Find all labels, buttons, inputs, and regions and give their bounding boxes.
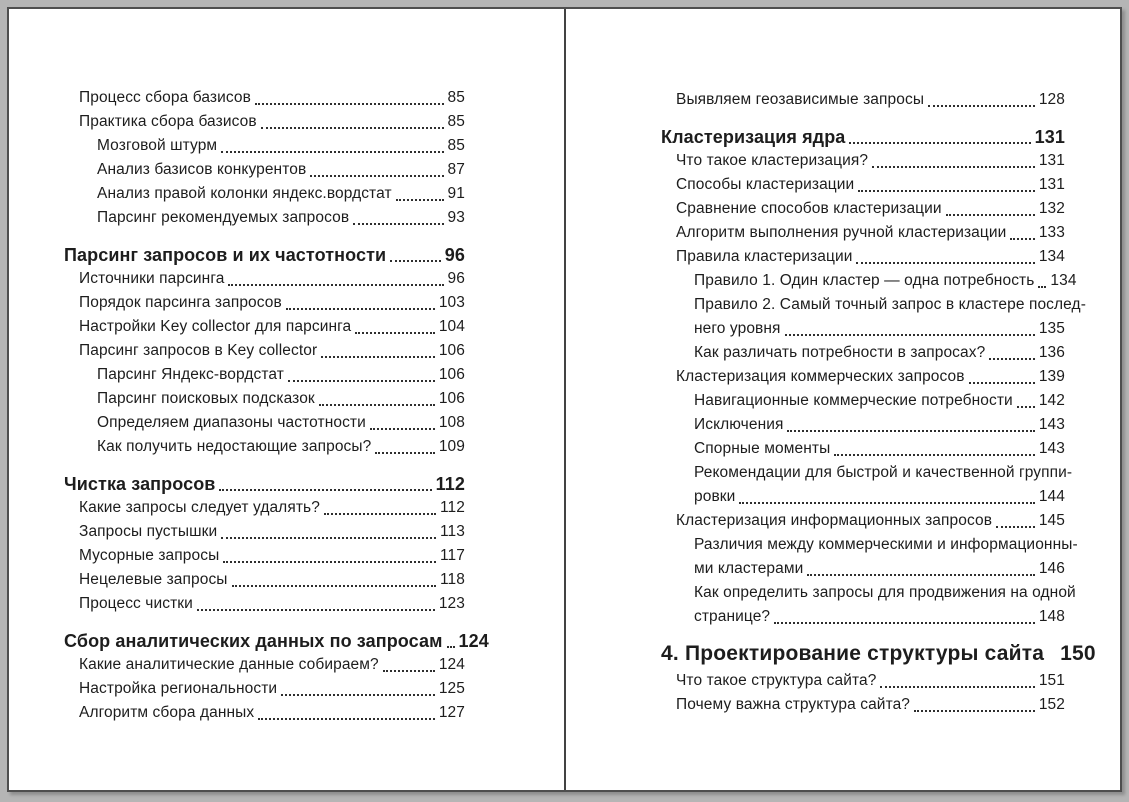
toc-entry-page-number: 103 (438, 294, 465, 311)
toc-chapter-heading (661, 639, 1096, 669)
toc-entry-title: Парсинг рекомендуемых запросов (97, 209, 350, 226)
toc-entry (661, 509, 1065, 533)
toc-entry-title: Алгоритм выполнения ручной кластеризации (676, 224, 1007, 241)
toc-column-left (64, 86, 489, 725)
toc-entry-page-number: 108 (438, 414, 465, 431)
toc-entry-title: Правила кластеризации (676, 248, 853, 265)
toc-entry (64, 387, 465, 411)
toc-entry (661, 581, 1076, 605)
toc-entry-title: Запросы пустышки (79, 523, 218, 540)
dot-leader (228, 267, 443, 291)
dot-leader (946, 197, 1035, 221)
toc-entry (661, 365, 1065, 389)
toc-entry-title: Чистка запросов (64, 474, 216, 494)
toc-entry-page-number: 127 (438, 704, 465, 721)
toc-entry-page-number: 143 (1038, 416, 1065, 433)
toc-entry-page-number: 87 (447, 161, 465, 178)
dot-leader (375, 435, 434, 459)
toc-entry-page-number: 96 (444, 245, 465, 265)
toc-entry (661, 437, 1065, 461)
toc-entry-title: Сравнение способов кластеризации (676, 200, 942, 217)
toc-entry (64, 363, 465, 387)
toc-entry-page-number: 106 (438, 342, 465, 359)
toc-entry (64, 134, 465, 158)
toc-entry-title: Исключения (694, 416, 784, 433)
toc-entry-title: Практика сбора базисов (79, 113, 257, 130)
toc-entry-title: Какие аналитические данные собираем? (79, 656, 379, 673)
toc-entry (661, 389, 1065, 413)
toc-entry-title: Настройка региональности (79, 680, 278, 697)
toc-entry-title: Правило 2. Самый точный запрос в кластере послед- (694, 296, 1086, 313)
toc-entry-page-number: 134 (1038, 248, 1065, 265)
toc-entry (661, 341, 1065, 365)
toc-entry (64, 243, 465, 267)
toc-entry-page-number: 125 (438, 680, 465, 697)
toc-entry-title: Различия между коммерческими и информационны- (694, 536, 1078, 553)
toc-entry (64, 339, 465, 363)
dot-leader (834, 437, 1035, 461)
toc-entry (64, 544, 465, 568)
toc-entry-page-number: 142 (1038, 392, 1065, 409)
dot-leader (221, 134, 443, 158)
toc-entry (64, 472, 465, 496)
dot-leader (774, 605, 1035, 629)
toc-entry (661, 88, 1065, 112)
dot-leader (1017, 389, 1035, 413)
toc-entry (64, 677, 465, 701)
toc-entry (64, 653, 465, 677)
toc-entry-page-number: 143 (1038, 440, 1065, 457)
toc-entry (661, 293, 1086, 317)
toc-entry-title: Анализ правой колонки яндекс.вордстат (97, 185, 392, 202)
toc-entry (661, 317, 1065, 341)
toc-entry (661, 533, 1078, 557)
toc-entry-title: Нецелевые запросы (79, 571, 228, 588)
dot-leader (872, 149, 1035, 173)
toc-entry-title: ровки (694, 488, 736, 505)
dot-leader (221, 520, 436, 544)
toc-entry-title: Кластеризация коммерческих запросов (676, 368, 965, 385)
toc-entry (64, 435, 465, 459)
toc-entry-page-number: 93 (447, 209, 465, 226)
dot-leader (258, 701, 435, 725)
toc-entry-page-number: 139 (1038, 368, 1065, 385)
toc-entry-page-number: 123 (438, 595, 465, 612)
toc-entry-title: Парсинг запросов и их частотности (64, 245, 387, 265)
toc-entry (661, 605, 1065, 629)
dot-leader (396, 182, 444, 206)
toc-entry-page-number: 85 (447, 137, 465, 154)
toc-entry-page-number: 124 (458, 631, 489, 651)
dot-leader (286, 291, 435, 315)
dot-leader (989, 341, 1035, 365)
toc-entry-page-number: 85 (447, 113, 465, 130)
toc-entry-title: Почему важна структура сайта? (676, 696, 911, 713)
toc-entry (64, 158, 465, 182)
toc-entry-page-number: 118 (439, 571, 465, 588)
toc-entry-title: Кластеризация ядра (661, 127, 846, 147)
toc-entry-title: Источники парсинга (79, 270, 225, 287)
dot-leader (996, 509, 1035, 533)
toc-entry-page-number: 131 (1038, 176, 1065, 193)
dot-leader (219, 472, 431, 496)
toc-entry-title: Процесс чистки (79, 595, 193, 612)
toc-entry-page-number: 131 (1038, 152, 1065, 169)
dot-leader (370, 411, 435, 435)
toc-column-right (661, 88, 1096, 717)
toc-entry (64, 291, 465, 315)
toc-entry-title: Определяем диапазоны частотности (97, 414, 366, 431)
toc-entry (64, 182, 465, 206)
dot-leader (1038, 269, 1046, 293)
toc-entry-title: Навигационные коммерческие потребности (694, 392, 1013, 409)
toc-entry-page-number: 133 (1038, 224, 1065, 241)
toc-entry-title: Как определить запросы для продвижения на одной (694, 584, 1076, 601)
toc-entry (64, 701, 465, 725)
toc-entry-page-number: 135 (1038, 320, 1065, 337)
toc-entry-title: Как получить недостающие запросы? (97, 438, 372, 455)
dot-leader (324, 496, 436, 520)
toc-entry (661, 173, 1065, 197)
dot-leader (969, 365, 1035, 389)
toc-entry-title: Порядок парсинга запросов (79, 294, 282, 311)
toc-entry-title: Способы кластеризации (676, 176, 855, 193)
toc-entry-page-number: 109 (438, 438, 465, 455)
toc-entry-page-number: 144 (1038, 488, 1065, 505)
toc-entry-page-number: 146 (1038, 560, 1065, 577)
dot-leader (739, 485, 1034, 509)
dot-leader (1010, 221, 1034, 245)
dot-leader (856, 245, 1034, 269)
toc-entry-page-number: 104 (438, 318, 465, 335)
toc-entry-title: Мозговой штурм (97, 137, 218, 154)
toc-entry-page-number: 148 (1038, 608, 1065, 625)
toc-entry (64, 592, 465, 616)
toc-entry-page-number: 96 (447, 270, 465, 287)
toc-entry (661, 693, 1065, 717)
toc-entry (661, 485, 1065, 509)
toc-entry (64, 496, 465, 520)
dot-leader (232, 568, 436, 592)
toc-entry (64, 520, 465, 544)
toc-entry-title: Как различать потребности в запросах? (694, 344, 986, 361)
toc-entry-title: Процесс сбора базисов (79, 89, 251, 106)
toc-entry-title: Парсинг Яндекс-вордстат (97, 366, 284, 383)
toc-entry (64, 86, 465, 110)
toc-entry (661, 149, 1065, 173)
toc-entry-title: Алгоритм сбора данных (79, 704, 255, 721)
dot-leader (1048, 639, 1056, 669)
toc-entry-title: Кластеризация информационных запросов (676, 512, 993, 529)
toc-entry-title: Парсинг запросов в Key collector (79, 342, 318, 359)
toc-entry-page-number: 132 (1038, 200, 1065, 217)
toc-entry-page-number: 150 (1060, 642, 1096, 665)
dot-leader (787, 413, 1034, 437)
dot-leader (353, 206, 443, 230)
toc-entry-page-number: 113 (439, 523, 465, 540)
toc-entry-page-number: 128 (1038, 91, 1065, 108)
toc-entry (661, 557, 1065, 581)
toc-entry-title: странице? (694, 608, 771, 625)
dot-leader (785, 317, 1035, 341)
toc-entry-title: Правило 1. Один кластер — одна потребность (694, 272, 1035, 289)
dot-leader (880, 669, 1034, 693)
toc-entry (661, 245, 1065, 269)
toc-entry-title: него уровня (694, 320, 781, 337)
toc-entry (661, 413, 1065, 437)
dot-leader (390, 243, 441, 267)
toc-entry-page-number: 85 (447, 89, 465, 106)
toc-entry (661, 269, 1077, 293)
toc-entry-page-number: 117 (439, 547, 465, 564)
dot-leader (383, 653, 435, 677)
dot-leader (255, 86, 444, 110)
toc-entry-page-number: 112 (435, 474, 465, 494)
toc-entry-page-number: 106 (438, 366, 465, 383)
toc-entry-title: Что такое структура сайта? (676, 672, 877, 689)
toc-entry-title: Что такое кластеризация? (676, 152, 869, 169)
toc-entry (661, 221, 1065, 245)
toc-entry (661, 125, 1065, 149)
toc-entry-page-number: 131 (1034, 127, 1065, 147)
dot-leader (319, 387, 435, 411)
dot-leader (807, 557, 1034, 581)
toc-entry (64, 411, 465, 435)
toc-entry (64, 315, 465, 339)
book-spread (7, 7, 1122, 792)
dot-leader (310, 158, 443, 182)
toc-entry (64, 267, 465, 291)
toc-entry-title: Какие запросы следует удалять? (79, 499, 320, 516)
toc-entry (661, 669, 1065, 693)
toc-entry (64, 568, 465, 592)
toc-entry (64, 629, 489, 653)
toc-entry (661, 197, 1065, 221)
dot-leader (928, 88, 1035, 112)
dot-leader (355, 315, 435, 339)
toc-entry-page-number: 151 (1038, 672, 1065, 689)
toc-entry (64, 206, 465, 230)
dot-leader (197, 592, 435, 616)
toc-entry-title: Анализ базисов конкурентов (97, 161, 307, 178)
toc-entry-page-number: 152 (1038, 696, 1065, 713)
toc-entry (661, 461, 1073, 485)
toc-entry-page-number: 91 (447, 185, 465, 202)
dot-leader (914, 693, 1035, 717)
toc-entry-title: ми кластерами (694, 560, 804, 577)
toc-entry-page-number: 136 (1038, 344, 1065, 361)
toc-entry-title: 4. Проектирование структуры сайта (661, 642, 1045, 665)
dot-leader (321, 339, 435, 363)
toc-entry (64, 110, 465, 134)
dot-leader (261, 110, 444, 134)
toc-entry-title: Мусорные запросы (79, 547, 220, 564)
toc-entry-title: Сбор аналитических данных по запросам (64, 631, 443, 651)
dot-leader (223, 544, 436, 568)
dot-leader (858, 173, 1035, 197)
toc-entry-title: Выявляем геозависимые запросы (676, 91, 925, 108)
toc-entry-page-number: 124 (438, 656, 465, 673)
toc-entry-page-number: 145 (1038, 512, 1065, 529)
toc-entry-page-number: 134 (1050, 272, 1077, 289)
toc-entry-title: Парсинг поисковых подсказок (97, 390, 315, 407)
dot-leader (447, 629, 455, 653)
toc-entry-page-number: 112 (439, 499, 465, 516)
toc-entry-title: Настройки Key collector для парсинга (79, 318, 352, 335)
toc-entry-title: Рекомендации для быстрой и качественной группи- (694, 464, 1073, 481)
toc-entry-title: Спорные моменты (694, 440, 831, 457)
dot-leader (849, 125, 1030, 149)
toc-entry-page-number: 106 (438, 390, 465, 407)
spine-divider (564, 9, 566, 790)
dot-leader (288, 363, 435, 387)
dot-leader (281, 677, 435, 701)
